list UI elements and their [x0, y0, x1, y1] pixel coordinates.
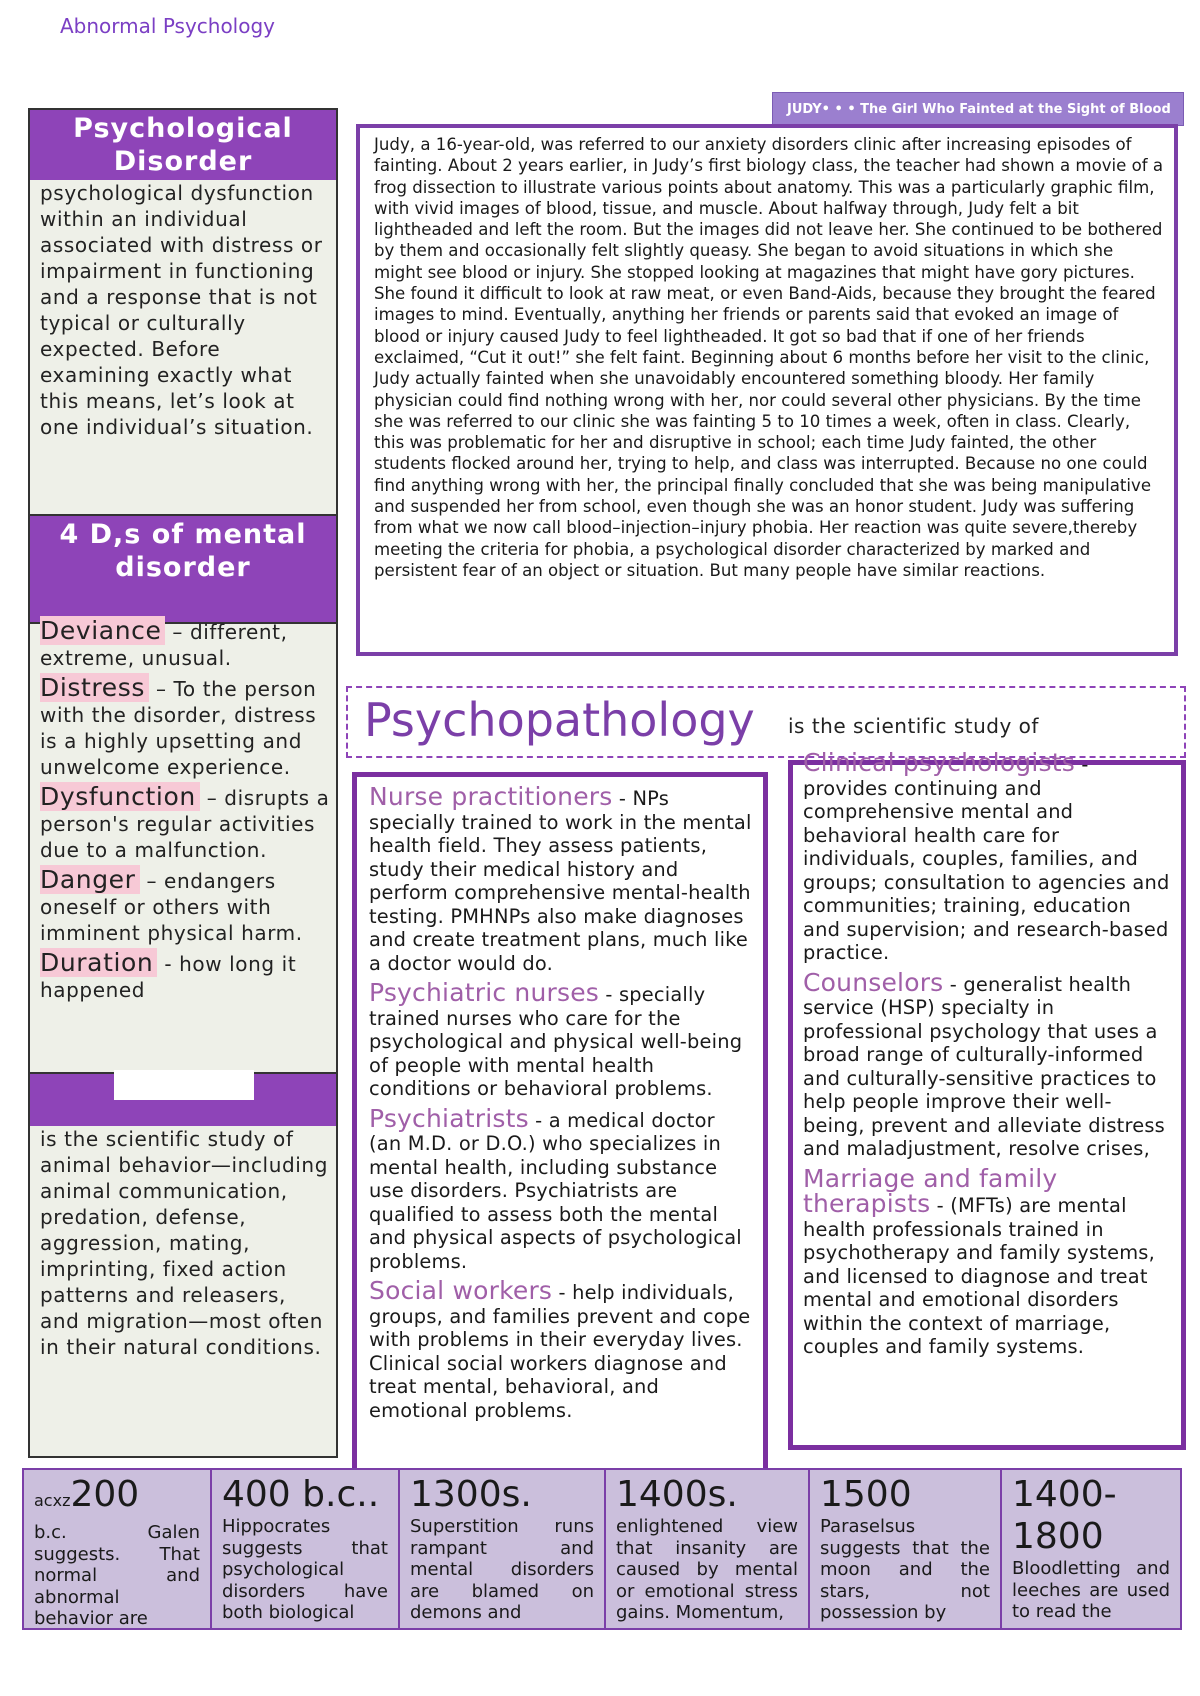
- professional-desc: - specially trained nurses who care for the psychological and physical well-being of people with mental health conditions or behavioral problems.: [369, 983, 743, 1100]
- four-d-desc: – To the person with the disorder, distress is a highly upsetting and unwelcome experience.: [40, 677, 317, 779]
- timeline-year: 200: [70, 1474, 140, 1515]
- timeline-cell: [1002, 1470, 1180, 1628]
- timeline-year: 1400s.: [616, 1474, 738, 1515]
- case-study-text: Judy, a 16-year-old, was referred to our anxiety disorders clinic after increasing episodes of fainting. About 2 years earlier, in Judy’s first biology class, the teacher had shown a movie of a frog dissection to illustrate various points about anatomy. This was a particularly graphic film, with vivid images of blood, tissue, and muscle. About halfway through, Judy felt a bit lightheaded and left the room. But the images did not leave her. She continued to be bothered by them and occasionally felt slightly queasy. She began to avoid situations in which she might see blood or injury. She stopped looking at magazines that might have gory pictures. She found it difficult to look at raw meat, or even Band-Aids, because they brought the feared images to mind. Eventually, anything her friends or parents said that evoked an image of blood or injury caused Judy to feel lightheaded. It got so bad that if one of her friends exclaimed, “Cut it out!” she felt faint. Beginning about 6 months before her visit to the clinic, Judy actually fainted when she unavoidably encountered something bloody. Her family physician could find nothing wrong with her, nor could several other physicians. By the time she was referred to our clinic she was fainting 5 to 10 times a week, often in class. Clearly, this was problematic for her and disruptive in school; each time Judy fainted, the other students flocked around her, trying to help, and class was interrupted. Because no one could find anything wrong with her, the principal finally concluded that she was being manipulative and suspended her from school, even though she was an honor student. Judy was suffering from what we now call blood–injection–injury phobia. Her reaction was quite severe,thereby meeting the criteria for phobia, a psychological disorder characterized by marked and persistent fear of an object or situation. But many people have similar reactions.: [374, 135, 1164, 580]
- psychological-disorder-heading: Psychological Disorder: [30, 110, 336, 180]
- four-d-desc: – disrupts a person's regular activities due to a malfunction.: [40, 786, 330, 862]
- professional-desc: - generalist health service (HSP) specialty in professional psychology that uses a broad range of culturally-informed and culturally-sensitive practices to help people improve their well-being, prevent and alleviate distress and maladjustment, resolve crises,: [803, 972, 1165, 1160]
- professional-entry: [803, 967, 1173, 1161]
- professional-name: Social workers: [369, 1276, 553, 1305]
- professional-desc: - NPs specially trained to work in the mental health field. They assess patients, study their medical history and perform comprehensive mental-health testing. PMHNPs also make diagnoses and create treatment plans, much like a doctor would do.: [369, 787, 752, 975]
- professional-desc: - help individuals, groups, and families prevent and cope with problems in their everyday lives. Clinical social workers diagnose and treat mental, behavioral, and emotional problems.: [369, 1281, 751, 1422]
- timeline-desc: b.c. Galen suggests. That normal and abnormal behavior are: [34, 1522, 200, 1628]
- case-study-tag: JUDY• • • The Girl Who Fainted at the Sight of Blood: [772, 92, 1184, 126]
- four-d-term: Distress: [40, 673, 149, 702]
- four-d-item-dysfunction: [40, 784, 330, 863]
- four-d-term: Dysfunction: [40, 782, 200, 811]
- timeline-year: 400 b.c..: [222, 1474, 380, 1515]
- four-d-term: Duration: [40, 948, 157, 977]
- timeline-desc: Paraselsus suggests that the moon and the stars, not possession by: [820, 1516, 990, 1623]
- four-d-item-danger: [40, 867, 330, 946]
- timeline-desc: Hippocrates suggests that psychological disorders have both biological: [222, 1516, 388, 1623]
- professionals-list-left: [369, 782, 753, 1428]
- document-title: Abnormal Psychology: [60, 14, 276, 38]
- professional-name: Psychiatric nurses: [369, 978, 600, 1007]
- professionals-box-left: [352, 772, 768, 1480]
- timeline-cell: [24, 1470, 212, 1628]
- professional-entry: [803, 1163, 1173, 1359]
- four-d-term: Danger: [40, 865, 140, 894]
- professional-entry: [369, 782, 753, 975]
- timeline-prefix: acxz: [34, 1491, 71, 1510]
- timeline-desc: Superstition runs rampant and mental disorders are blamed on demons and: [410, 1516, 594, 1623]
- four-ds-list: [40, 618, 330, 1007]
- professionals-box-right: [788, 748, 1186, 1450]
- blank-label-tab: [114, 1070, 254, 1100]
- timeline-cell: [810, 1470, 1002, 1628]
- timeline-cell: [400, 1470, 606, 1628]
- psychological-disorder-definition: psychological dysfunction within an individual associated with distress or impairment in functioning and a response that is not typical or culturally expected. Before examining exactly what this means, let’s look at one individual’s situation.: [40, 181, 323, 439]
- professional-name: Marriage and family therapists: [803, 1163, 1058, 1218]
- case-study-box: [356, 124, 1178, 656]
- four-d-term: Deviance: [40, 616, 165, 645]
- timeline-year: 1500: [820, 1474, 912, 1515]
- professional-entry: [369, 1103, 753, 1274]
- professional-name: Clinical psychologists: [803, 748, 1075, 777]
- professional-name: Psychiatrists: [369, 1103, 529, 1133]
- timeline-desc: Bloodletting and leeches are used to read the: [1012, 1558, 1170, 1622]
- timeline-cell: [606, 1470, 810, 1628]
- four-d-item-distress: [40, 675, 330, 780]
- history-timeline: [22, 1468, 1182, 1630]
- professional-entry: [803, 748, 1173, 965]
- four-d-item-duration: [40, 950, 330, 1003]
- timeline-year: 1300s.: [410, 1474, 532, 1515]
- professional-entry: [369, 978, 753, 1101]
- professionals-list-right: [803, 748, 1173, 1365]
- professional-desc: - a medical doctor (an M.D. or D.O.) who specializes in mental health, including substance use disorders. Psychiatrists are qualified to assess both the mental and physical aspects of psychological problems.: [369, 1108, 742, 1273]
- timeline-cell: [212, 1470, 400, 1628]
- ethology-definition: is the scientific study of animal behavior—including animal communication, predation, defense, aggression, mating, imprinting, fixed action patterns and releasers, and migration—most often in their natural conditions.: [40, 1127, 329, 1359]
- professional-desc: - (MFTs) are mental health professionals trained in psychotherapy and family systems, and licensed to diagnose and treat mental and emotional disorders within the context of marriage, couples and family systems.: [803, 1194, 1155, 1358]
- four-d-item-deviance: [40, 618, 330, 671]
- timeline-desc: enlightened view that insanity are caused by mental or emotional stress gains. Momentum,: [616, 1516, 798, 1623]
- timeline-year: 1400-1800: [1012, 1474, 1117, 1557]
- four-d-desc: - how long it happened: [40, 952, 297, 1002]
- professional-name: Nurse practitioners: [369, 782, 613, 811]
- professional-desc: - provides continuing and comprehensive mental and behavioral health care for individuals, couples, families, and groups; consultation to agencies and communities; training, education and supervision; and research-based practice.: [803, 753, 1170, 964]
- definitions-sidebar: [28, 108, 338, 1458]
- professional-entry: [369, 1276, 753, 1422]
- four-d-desc: – different, extreme, unusual.: [40, 620, 288, 670]
- psychopathology-definition: is the scientific study of: [788, 714, 1039, 738]
- psychopathology-term: Psychopathology: [364, 693, 755, 747]
- four-d-desc: – endangers oneself or others with imminent physical harm.: [40, 869, 303, 945]
- professional-name: Counselors: [803, 967, 944, 997]
- four-ds-heading: 4 D,s of mental disorder: [30, 514, 336, 624]
